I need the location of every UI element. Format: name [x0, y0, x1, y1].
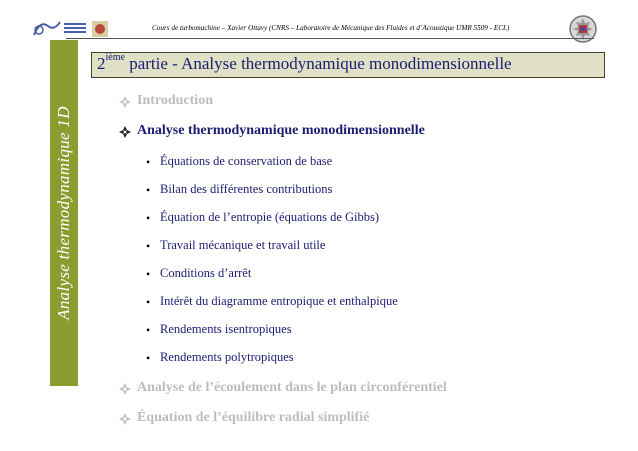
page-title [97, 54, 512, 74]
institution-crest-icon [568, 14, 598, 44]
header-divider [66, 38, 594, 39]
title-superscript: ième [105, 52, 125, 64]
diamond-bullet-icon [119, 383, 131, 395]
subitem-6[interactable]: Rendements isentropiques [160, 322, 292, 336]
subitem-3[interactable]: Travail mécanique et travail utile [160, 238, 326, 252]
subitem-4[interactable]: Conditions d’arrêt [160, 266, 252, 280]
subitem-0[interactable]: Équations de conservation de base [160, 154, 333, 168]
subitem-5[interactable]: Intérêt du diagramme entropique et enthalpique [160, 294, 398, 308]
round-bullet-icon: • [146, 183, 151, 197]
diamond-bullet-icon [119, 96, 131, 108]
subitem-1[interactable]: Bilan des différentes contributions [160, 182, 333, 196]
round-bullet-icon: • [146, 295, 151, 309]
round-bullet-icon: • [146, 211, 151, 225]
laboratory-logo [30, 18, 130, 40]
diamond-bullet-icon [119, 413, 131, 425]
section-thermo-analysis[interactable]: Analyse thermodynamique monodimensionnelle [137, 123, 425, 138]
round-bullet-icon: • [146, 323, 151, 337]
section-radial-equilibrium[interactable]: Équation de l’équilibre radial simplifié [137, 410, 370, 425]
subitem-7[interactable]: Rendements polytropiques [160, 350, 294, 364]
round-bullet-icon: • [146, 351, 151, 365]
section-introduction[interactable]: Introduction [137, 93, 213, 108]
diamond-bullet-icon [119, 126, 131, 138]
round-bullet-icon: • [146, 267, 151, 281]
round-bullet-icon: • [146, 155, 151, 169]
subitem-2[interactable]: Équation de l’entropie (équations de Gibbs) [160, 210, 380, 224]
title-ordinal: 2 [97, 54, 106, 73]
title-rest: partie - Analyse thermodynamique monodimensionnelle [124, 54, 512, 73]
header-course-caption: Cours de turbomachine – Xavier Ottavy (CNRS – Laboratoire de Mécanique des Fluides et d’Acoustique UMR 5509 - ECL) [152, 24, 510, 32]
sidebar-chapter-label: Analyse thermodynamique 1D [54, 106, 73, 320]
round-bullet-icon: • [146, 239, 151, 253]
section-circumferential-flow[interactable]: Analyse de l’écoulement dans le plan circonférentiel [137, 380, 447, 395]
